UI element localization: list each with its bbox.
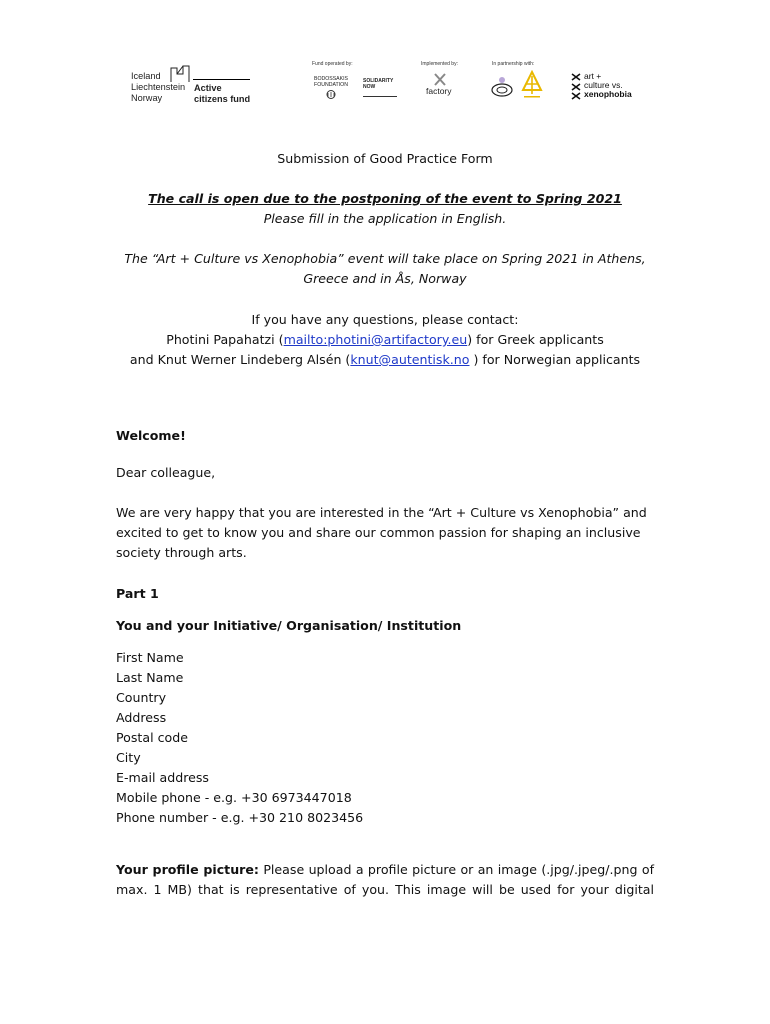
contact2-tail: ) for Norwegian applicants: [469, 352, 641, 367]
intro-para-line2: excited to get to know you and share our common passion for shaping an inclusive: [116, 525, 641, 540]
intro-para-line3: society through arts.: [116, 545, 247, 560]
part1-subtitle: You and your Initiative/ Organisation/ Institution: [116, 618, 462, 633]
field-postal-code: Postal code: [116, 730, 188, 745]
profile-picture-line2: max. 1 MB) that is representative of you. This image will be used for your digital: [116, 882, 654, 897]
fund-name-line1: Active: [194, 83, 222, 93]
factory-text: factory: [426, 86, 452, 96]
profile-picture-line1: [116, 862, 654, 877]
acx-line3: xenophobia: [584, 88, 632, 99]
partner-logo-2: [520, 70, 544, 100]
fill-english-notice: Please fill in the application in English.: [263, 211, 507, 226]
form-title: Submission of Good Practice Form: [277, 151, 493, 166]
acx-text: [584, 72, 632, 98]
profile-picture-label: Your profile picture:: [116, 862, 259, 877]
partner-emblem-icon: [489, 73, 515, 101]
artifactory-logo: [424, 73, 458, 97]
art-culture-xenophobia-logo: [570, 72, 636, 102]
call-open-notice: The call is open due to the postponing of the event to Spring 2021: [148, 191, 622, 206]
fund-name-line2: citizens fund: [194, 94, 251, 104]
bodossakis-text: BODOSSAKIS FOUNDATION: [313, 76, 349, 88]
contact2-name: and Knut Werner Lindeberg Alsén (: [129, 352, 351, 367]
field-address: Address: [116, 710, 167, 725]
field-mobile-phone: Mobile phone - e.g. +30 6973447018: [116, 790, 352, 805]
solidarity-now-logo: [363, 79, 401, 97]
logo-divider: [193, 79, 250, 80]
partner-logo-1: [489, 73, 515, 101]
country-iceland: Iceland: [131, 71, 161, 81]
welcome-heading: Welcome!: [116, 428, 186, 443]
contact-greek: [0, 332, 770, 347]
bodossakis-emblem-icon: [325, 90, 337, 99]
eea-countries: [131, 71, 185, 104]
profile-picture-text1: Please upload a profile picture or an image (.jpg/.jpeg/.png of: [258, 862, 654, 877]
acx-mark-icon: [570, 72, 582, 100]
field-last-name: Last Name: [116, 670, 184, 685]
contact1-tail: ) for Greek applicants: [467, 332, 604, 347]
solidarity-text: SOLIDARITY NOW: [363, 78, 394, 90]
funded-label: Fund operated by:: [312, 61, 353, 67]
field-email: E-mail address: [116, 770, 209, 785]
part1-heading: Part 1: [116, 586, 159, 601]
factory-x-icon: [426, 73, 456, 87]
acx-line1: art +: [584, 71, 602, 81]
contact-intro: If you have any questions, please contact:: [251, 312, 519, 327]
contact2-email-link[interactable]: knut@autentisk.no: [350, 352, 470, 367]
contact-norwegian: [0, 352, 770, 367]
event-info-line1: The “Art + Culture vs Xenophobia” event will take place on Spring 2021 in Athens,: [124, 251, 646, 266]
country-norway: Norway: [131, 93, 163, 103]
partner-triangle-icon: [520, 70, 544, 100]
contact1-email-link[interactable]: mailto:photini@artifactory.eu: [283, 332, 468, 347]
active-citizens-fund: [194, 83, 250, 105]
implemented-label: Implemented by:: [421, 61, 458, 67]
contact1-name: Photini Papahatzi (: [166, 332, 284, 347]
field-phone-number: Phone number - e.g. +30 210 8023456: [116, 810, 364, 825]
field-country: Country: [116, 690, 167, 705]
greeting: Dear colleague,: [116, 465, 216, 480]
field-first-name: First Name: [116, 650, 184, 665]
field-city: City: [116, 750, 141, 765]
bodossakis-logo: [311, 77, 351, 102]
intro-para-line1: We are very happy that you are interested in the “Art + Culture vs Xenophobia” and: [116, 505, 647, 520]
acx-line2: culture vs.: [584, 79, 623, 90]
country-liechtenstein: Liechtenstein: [131, 82, 186, 92]
partners-label: In partnership with:: [492, 61, 535, 67]
eea-grants-logo: [131, 66, 251, 106]
solidarity-underline: [363, 96, 397, 97]
event-info-line2: Greece and in Ås, Norway: [303, 271, 467, 286]
